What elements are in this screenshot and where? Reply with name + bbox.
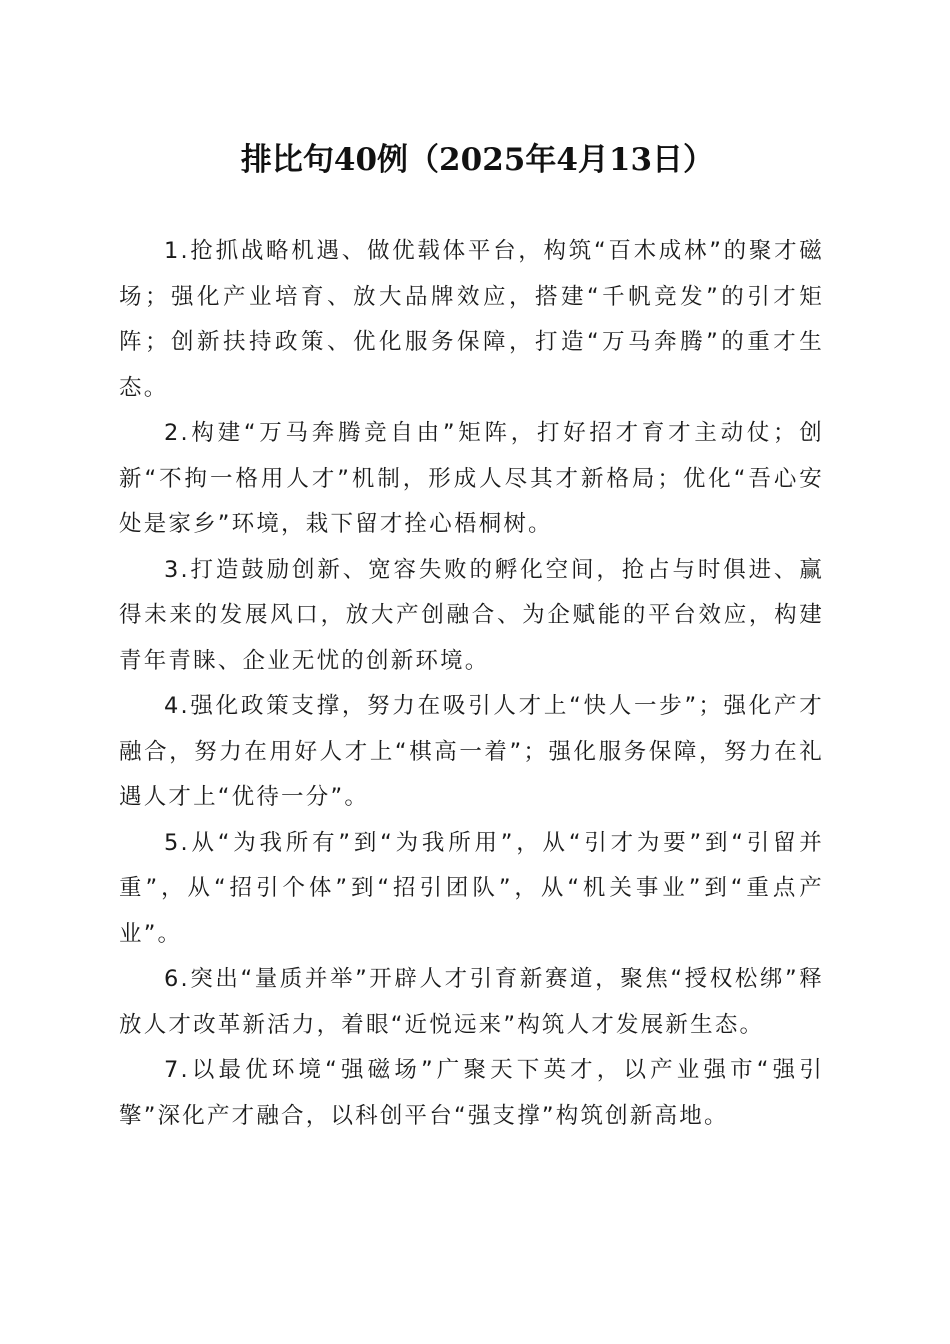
document-body: [119, 229, 824, 1139]
paragraph-2: 2.构建“万马奔腾竞自由”矩阵，打好招才育才主动仗；创新“不拘一格用人才”机制，形成人尽其才新格局；优化“吾心安处是家乡”环境，栽下留才拴心梧桐树。: [119, 420, 824, 537]
paragraph-1: 1.抢抓战略机遇、做优载体平台，构筑“百木成林”的聚才磁场；强化产业培育、放大品牌效应，搭建“千帆竞发”的引才矩阵；创新扶持政策、优化服务保障，打造“万马奔腾”的重才生态。: [119, 238, 824, 401]
paragraph-3: 3.打造鼓励创新、宽容失败的孵化空间，抢占与时俱进、赢得未来的发展风口，放大产创融合、为企赋能的平台效应，构建青年青睐、企业无忧的创新环境。: [119, 556, 824, 674]
document-title: 排比句40例（2025年4月13日）: [240, 142, 715, 178]
paragraph-7: 7.以最优环境“强磁场”广聚天下英才，以产业强市“强引擎”深化产才融合，以科创平台“强支撑”构筑创新高地。: [119, 1057, 824, 1129]
paragraph-5: 5.从“为我所有”到“为我所用”，从“引才为要”到“引留并重”，从“招引个体”到“招引团队”，从“机关事业”到“重点产业”。: [119, 829, 824, 947]
paragraph-6: 6.突出“量质并举”开辟人才引育新赛道，聚焦“授权松绑”释放人才改革新活力，着眼“近悦远来”构筑人才发展新生态。: [119, 966, 824, 1038]
paragraph-4: 4.强化政策支撑，努力在吸引人才上“快人一步”；强化产才融合，努力在用好人才上“棋高一着”；强化服务保障，努力在礼遇人才上“优待一分”。: [119, 693, 824, 810]
